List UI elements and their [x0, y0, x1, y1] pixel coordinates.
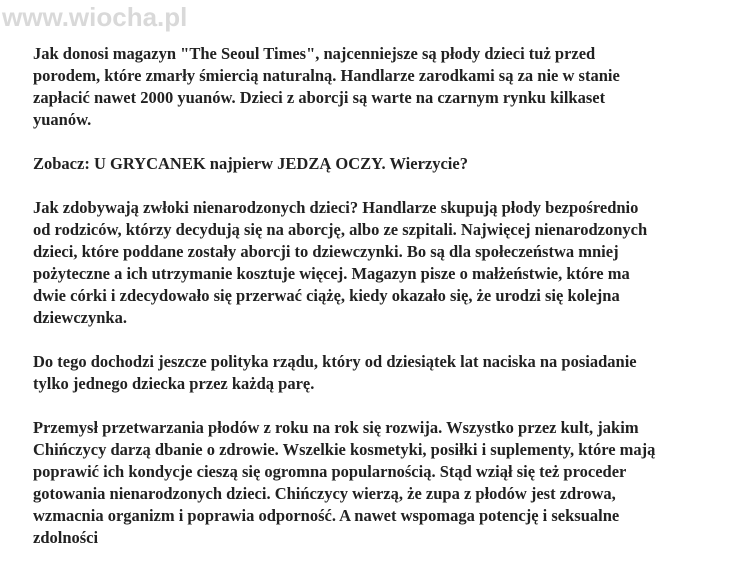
text-line: dzieci, które poddane zostały aborcji to dziewczynki. Bo są dla społeczeństwa mniej: [33, 242, 619, 261]
text-line: zdolności: [33, 528, 99, 547]
text-line: Chińczycy darzą dbanie o zdrowie. Wszelkie kosmetyki, posiłki i suplementy, które mają: [33, 440, 656, 459]
text-line: tylko jednego dziecka przez każdą parę.: [33, 374, 315, 393]
text-line: yuanów.: [33, 110, 92, 129]
text-line: poprawić ich kondycje cieszą się ogromna popularnością. Stąd wziął się też proceder: [33, 462, 627, 481]
text-line: od rodziców, którzy decydują się na aborcję, albo ze szpitali. Najwięcej nienarodzonych: [33, 220, 648, 239]
text-line: porodem, które zmarły śmiercią naturalną. Handlarze zarodkami są za nie w stanie: [33, 66, 620, 85]
text-line: Jak donosi magazyn "The Seoul Times", najcenniejsze są płody dzieci tuż przed: [33, 44, 596, 63]
text-line: Przemysł przetwarzania płodów z roku na rok się rozwija. Wszystko przez kult, jakim: [33, 418, 639, 437]
text-line: wzmacnia organizm i poprawia odporność. A nawet wspomaga potencję i seksualne: [33, 506, 620, 525]
text-line: dziewczynka.: [33, 308, 127, 327]
paragraph-sourcing: [33, 197, 733, 329]
text-line: dwie córki i zdecydowało się przerwać ciążę, kiedy okazało się, że urodzi się kolejna: [33, 286, 620, 305]
article-body: [33, 43, 733, 571]
paragraph-intro: [33, 43, 733, 131]
paragraph-policy: [33, 351, 733, 395]
text-line: Do tego dochodzi jeszcze polityka rządu, który od dziesiątek lat naciska na posiadanie: [33, 352, 637, 371]
paragraph-industry: [33, 417, 733, 549]
text-line: zapłacić nawet 2000 yuanów. Dzieci z aborcji są warte na czarnym rynku kilkaset: [33, 88, 606, 107]
text-line: pożyteczne a ich utrzymanie kosztuje więcej. Magazyn pisze o małżeństwie, które ma: [33, 264, 630, 283]
text-line: Zobacz: U GRYCANEK najpierw JEDZĄ OCZY. Wierzycie?: [33, 154, 468, 173]
site-watermark: www.wiocha.pl: [2, 2, 188, 32]
paragraph-see-also: [33, 153, 733, 175]
text-line: Jak zdobywają zwłoki nienarodzonych dzieci? Handlarze skupują płody bezpośrednio: [33, 198, 639, 217]
text-line: gotowania nienarodzonych dzieci. Chińczycy wierzą, że zupa z płodów jest zdrowa,: [33, 484, 616, 503]
